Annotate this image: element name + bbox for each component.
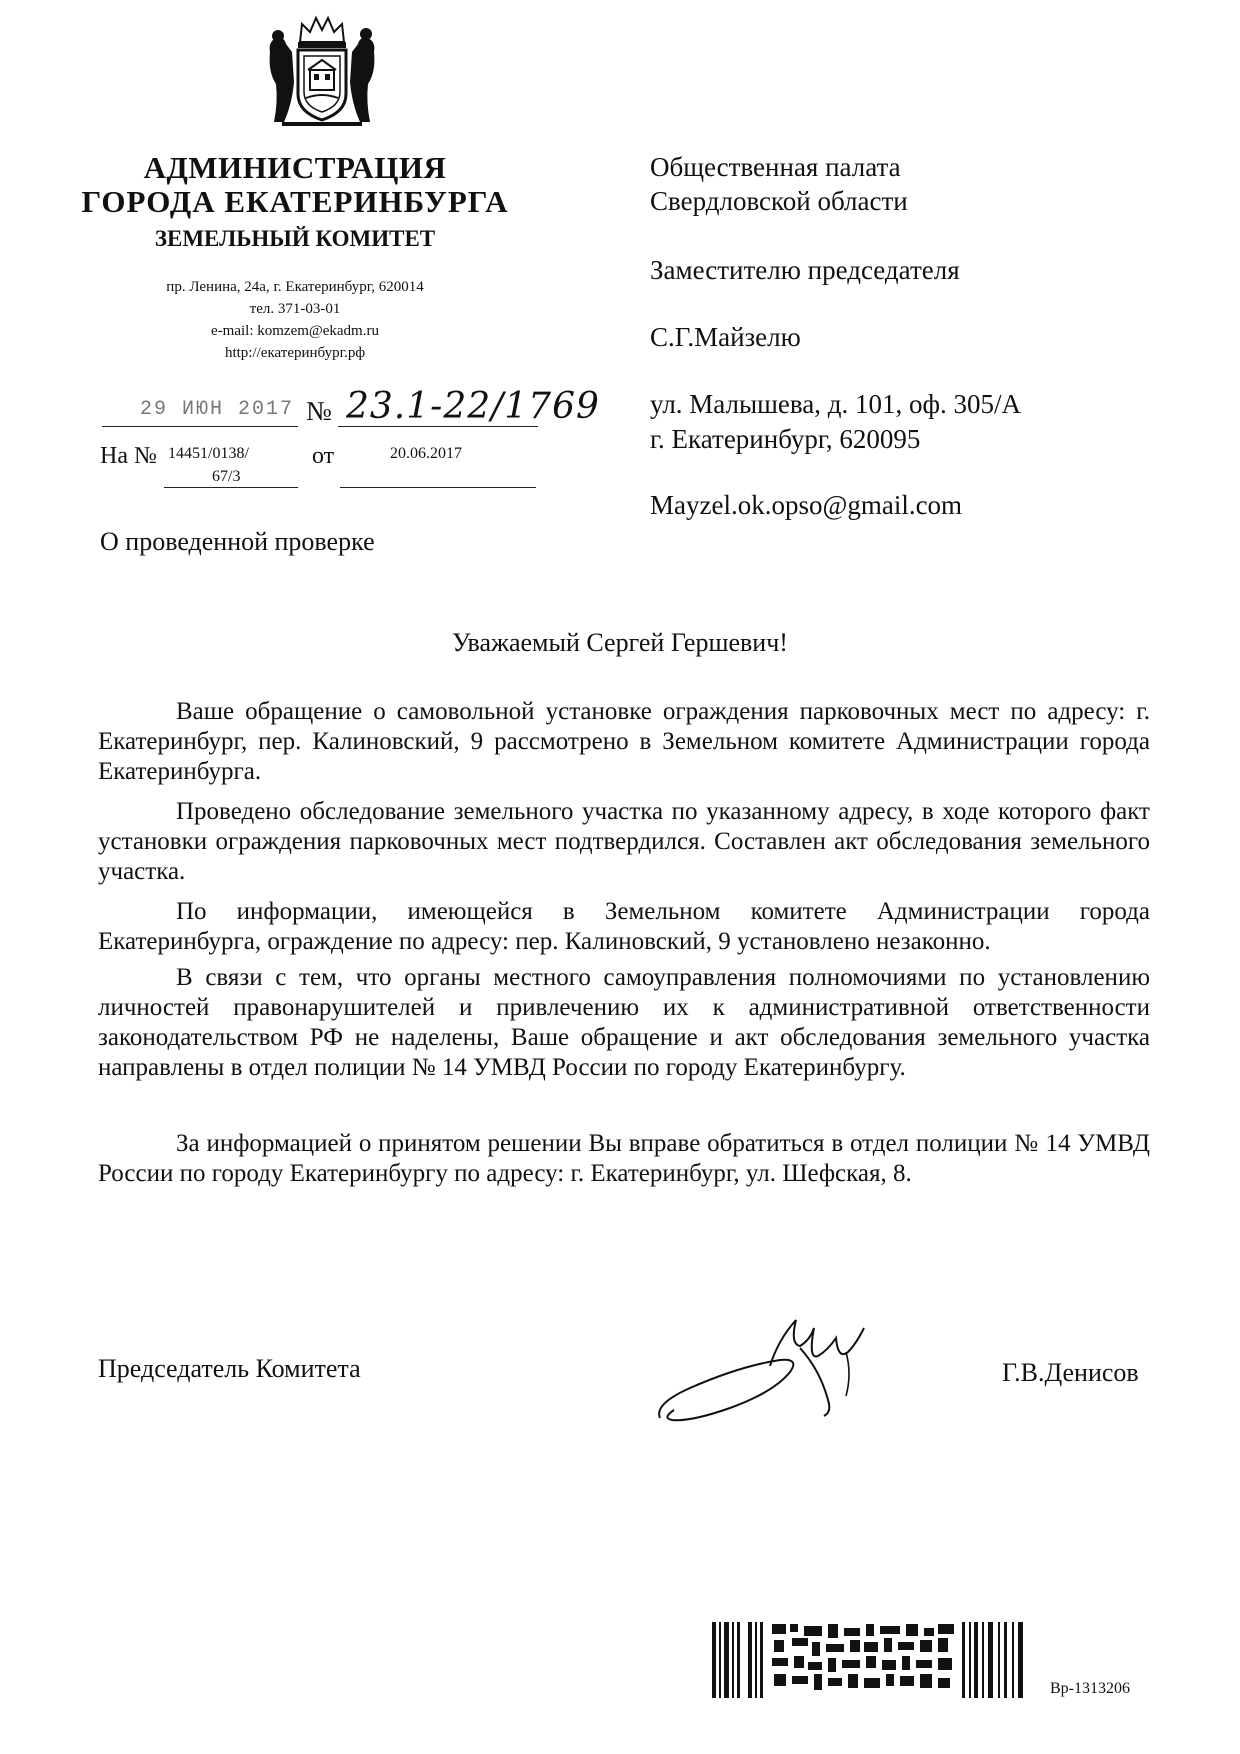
recipient-name: С.Г.Майзелю xyxy=(650,322,801,352)
signatory-position: Председатель Комитета xyxy=(98,1354,361,1383)
number-line xyxy=(338,426,538,427)
document-barcode xyxy=(712,1622,1028,1698)
letter-subject: О проведенной проверке xyxy=(100,527,375,556)
reply-to-number-line2: 67/3 xyxy=(212,468,241,485)
from-label: от xyxy=(312,443,335,469)
handwritten-signature xyxy=(650,1300,890,1430)
org-name-line2: ГОРОДА ЕКАТЕРИНБУРГА xyxy=(81,184,509,219)
reply-to-number-line xyxy=(164,487,298,488)
recipient-city: г. Екатеринбург, 620095 xyxy=(650,424,921,454)
date-line xyxy=(102,426,298,427)
reply-to-date: 20.06.2017 xyxy=(390,445,462,462)
coat-of-arms-emblem xyxy=(262,12,382,130)
date-stamp: 29 ИЮН 2017 xyxy=(140,398,295,421)
contact-phone: тел. 371-03-01 xyxy=(249,301,341,317)
body-paragraph-5: За информацией о принятом решении Вы вправе обратиться в отдел полиции № 14 УМВД России по городу Екатеринбургу по адресу: г. Екатеринбург, ул. Шефская, 8. xyxy=(98,1130,1150,1187)
org-name-line1: АДМИНИСТРАЦИЯ xyxy=(143,150,447,185)
body-paragraph-1: Ваше обращение о самовольной установке ограждения парковочных мест по адресу: г. Екатеринбург, пер. Калиновский, 9 рассмотрено в Земельном комитете Администрации города Екатеринбурга. xyxy=(98,698,1150,785)
number-sign: № xyxy=(306,396,332,426)
recipient-email: Mayzel.ok.opso@gmail.com xyxy=(650,490,963,520)
document-code: Вр-1313206 xyxy=(1050,1680,1130,1697)
outgoing-number: 23.1-22/1769 xyxy=(346,386,600,427)
reply-to-date-line xyxy=(340,487,536,488)
body-paragraph-2: Проведено обследование земельного участка по указанному адресу, в ходе которого факт установки ограждения парковочных мест подтвердился. Составлен акт обследования земельного участка. xyxy=(98,798,1150,885)
recipient-position: Заместителю председателя xyxy=(650,255,960,285)
body-paragraph-4: В связи с тем, что органы местного самоуправления полномочиями по установлению личностей правонарушителей и привлечению их к административной ответственности законодательством РФ не наделены, Ваше обращение и акт обследования земельного участка направлены в отдел полиции № 14 УМВД России по городу Екатеринбургу. xyxy=(98,964,1150,1081)
contact-email: e-mail: komzem@ekadm.ru xyxy=(211,323,379,339)
recipient-org-line1: Общественная палата xyxy=(650,152,901,182)
recipient-street: ул. Малышева, д. 101, оф. 305/А xyxy=(650,389,1022,419)
signatory-name: Г.В.Денисов xyxy=(1002,1358,1139,1387)
body-paragraph-3: По информации, имеющейся в Земельном комитете Администрации города Екатеринбурга, ограждение по адресу: пер. Калиновский, 9 установлено незаконно. xyxy=(98,898,1150,955)
recipient-org-line2: Свердловской области xyxy=(650,186,908,216)
department-name: ЗЕМЕЛЬНЫЙ КОМИТЕТ xyxy=(154,226,436,251)
contact-address: пр. Ленина, 24а, г. Екатеринбург, 620014 xyxy=(166,279,424,295)
contact-website: http://екатеринбург.рф xyxy=(224,345,366,361)
salutation: Уважаемый Сергей Гершевич! xyxy=(452,628,788,657)
reply-to-label: На № xyxy=(100,443,157,469)
reply-to-number-line1: 14451/0138/ xyxy=(168,445,249,462)
